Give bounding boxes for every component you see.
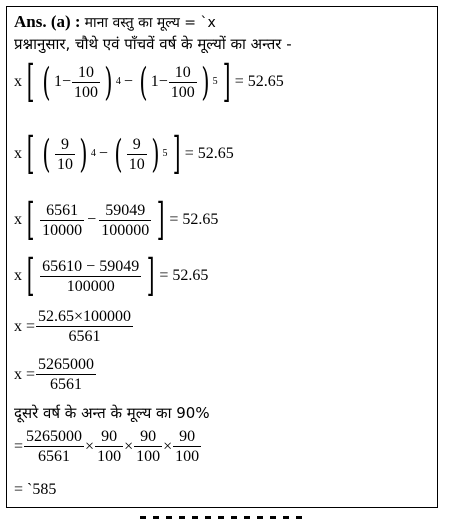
equation-1: [14, 56, 284, 107]
eq4-right-bracket: ]: [146, 250, 155, 301]
eq4-x: x: [14, 267, 22, 284]
eq2-den-b: 10: [128, 155, 145, 173]
eq7-num-2: 90: [95, 427, 123, 447]
eq1-right-bracket: ]: [222, 56, 231, 107]
eq1-one-minus-b: 1−: [150, 73, 168, 90]
answer-label: Ans. (a) :: [14, 12, 81, 31]
eq1-minus: −: [123, 73, 133, 90]
final-answer: = `585: [14, 481, 57, 498]
eq7-den-2: 100: [97, 448, 122, 465]
eq6-lhs: x =: [14, 365, 36, 383]
eq2-num-a: 9: [55, 135, 75, 155]
eq1-rhs: = 52.65: [234, 73, 284, 90]
eq2-fraction-a: [55, 135, 75, 174]
eq2-paren-open-b: (: [114, 132, 123, 176]
eq1-paren-close-a: ): [104, 60, 113, 104]
eq2-exp-b: 5: [162, 148, 168, 159]
eq1-fraction-a: [72, 63, 100, 102]
eq7-den-3: 100: [136, 448, 161, 465]
answer-box: [6, 6, 438, 508]
eq2-x: x: [14, 145, 22, 162]
eq7-times-2: ×: [124, 437, 134, 455]
eq2-right-bracket: ]: [172, 128, 180, 179]
eq7-fraction-1: [24, 427, 84, 466]
eq1-fraction-b: [169, 63, 197, 102]
eq1-x: x: [14, 73, 22, 90]
eq6-fraction: [36, 355, 96, 394]
assume-price-text: माना वस्तु का मूल्य = `x: [84, 15, 216, 31]
eq2-den-a: 10: [57, 155, 73, 173]
eq5-lhs: x =: [14, 317, 36, 335]
eq6-num: 5265000: [38, 356, 95, 373]
eq2-paren-close-a: ): [79, 132, 88, 176]
eq1-exp-b: 5: [212, 76, 218, 87]
eq4-num: 65610 − 59049: [42, 257, 140, 275]
eq7-fraction-2: [95, 427, 123, 466]
eq3-x: x: [14, 211, 22, 228]
eq7-num-1: 5265000: [26, 428, 83, 445]
equation-4: [14, 250, 209, 301]
eq3-minus: −: [87, 211, 97, 228]
eq4-left-bracket: [: [26, 250, 35, 301]
eq2-left-bracket: [: [26, 128, 35, 179]
eq7-times-1: ×: [85, 437, 95, 455]
eq1-den-a: 100: [74, 83, 99, 101]
eq5-fraction: [36, 307, 133, 346]
eq2-exp-a: 4: [90, 148, 96, 159]
eq1-one-minus-a: 1−: [54, 73, 72, 90]
eq7-num-4: 90: [173, 427, 201, 447]
eq3-right-bracket: ]: [156, 194, 165, 245]
eq1-num-a: 10: [72, 63, 100, 83]
eq3-fraction-a: [40, 201, 84, 240]
eq2-fraction-b: [127, 135, 147, 174]
eq4-den: 100000: [66, 277, 115, 295]
second-year-statement: दूसरे वर्ष के अन्त के मूल्य का 90%: [14, 404, 210, 422]
eq7-den-4: 100: [175, 448, 200, 465]
eq3-num-b: 59049: [99, 201, 151, 221]
eq7-fraction-4: [173, 427, 201, 466]
eq3-rhs: = 52.65: [169, 211, 219, 228]
equation-3: [14, 194, 219, 245]
eq3-left-bracket: [: [26, 194, 35, 245]
difference-statement: प्रश्नानुसार, चौथे एवं पाँचवें वर्ष के मूल्यों का अन्तर -: [14, 35, 292, 53]
eq1-num-b: 10: [169, 63, 197, 83]
eq2-paren-close-b: ): [151, 132, 160, 176]
eq1-left-bracket: [: [26, 56, 35, 107]
eq1-paren-open-b: (: [139, 60, 148, 104]
equation-7: [14, 427, 202, 466]
eq2-rhs: = 52.65: [184, 145, 234, 162]
cropped-next-line-fragment: [140, 506, 330, 509]
eq6-den: 6561: [50, 376, 83, 393]
eq7-fraction-3: [134, 427, 162, 466]
answer-intro-line: [14, 13, 216, 32]
eq2-num-b: 9: [127, 135, 147, 155]
eq7-lhs: =: [14, 437, 24, 455]
eq3-den-a: 10000: [42, 221, 83, 239]
eq2-minus: −: [98, 145, 108, 162]
eq4-fraction: [40, 257, 141, 296]
eq1-paren-close-b: ): [201, 60, 210, 104]
equation-5: [14, 307, 134, 346]
eq5-num: 52.65×100000: [38, 308, 132, 325]
eq7-num-3: 90: [134, 427, 162, 447]
eq4-rhs: = 52.65: [159, 267, 209, 284]
eq3-num-a: 6561: [40, 201, 84, 221]
eq1-den-b: 100: [170, 83, 195, 101]
eq1-exp-a: 4: [115, 76, 121, 87]
eq5-den: 6561: [68, 328, 101, 345]
equation-6: [14, 355, 97, 394]
eq7-times-3: ×: [163, 437, 173, 455]
eq7-den-1: 6561: [38, 448, 71, 465]
eq2-paren-open-a: (: [42, 132, 51, 176]
eq3-den-b: 100000: [101, 221, 150, 239]
eq1-paren-open-a: (: [42, 60, 51, 104]
eq3-fraction-b: [99, 201, 151, 240]
equation-2: [14, 128, 234, 179]
